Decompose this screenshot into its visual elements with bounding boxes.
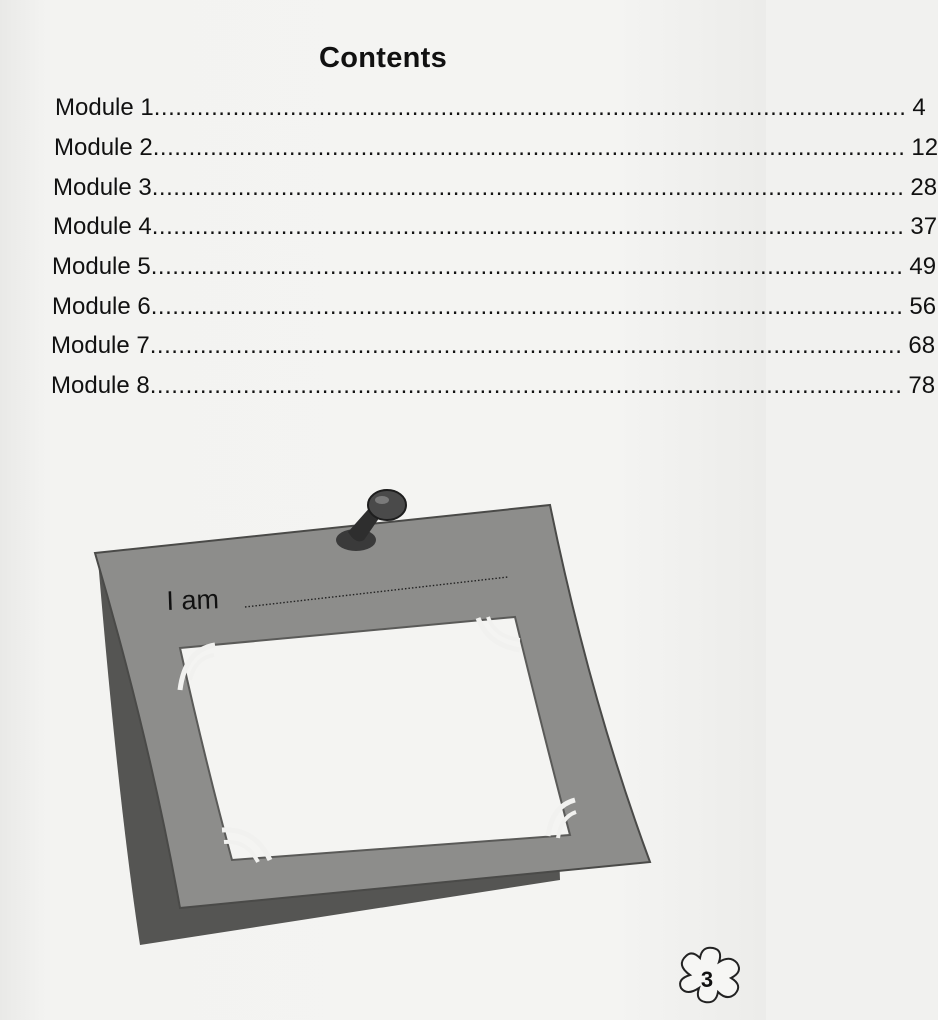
photo-frame-icon — [95, 505, 650, 908]
i-am-caption: I am — [165, 584, 220, 617]
page-number: 3 — [700, 967, 714, 992]
dot-leader: ......................................................................................................... — [151, 213, 905, 240]
toc-entry-page: 78 — [908, 372, 936, 399]
page-title: Contents — [318, 42, 448, 74]
dot-leader: ......................................................................................................... — [152, 134, 906, 161]
toc-entry-label: Module 5 — [52, 253, 151, 280]
toc-entry-page: 4 — [912, 94, 926, 121]
toc-entry-label: Module 1 — [55, 94, 154, 121]
dot-leader: ......................................................................................................... — [149, 332, 903, 359]
dot-leader: ......................................................................................................... — [151, 174, 905, 201]
toc-entry-page: 49 — [909, 253, 937, 280]
toc-entry-label: Module 2 — [54, 134, 153, 161]
pushpin-head — [368, 490, 406, 520]
toc-entry-label: Module 7 — [51, 332, 150, 359]
toc-entry-label: Module 4 — [53, 213, 152, 240]
toc-entry-label: Module 6 — [52, 293, 151, 320]
dot-leader: ......................................................................................................... — [150, 293, 904, 320]
toc-entry-label: Module 3 — [53, 174, 152, 201]
toc-entry-page: 37 — [910, 213, 938, 240]
frame-window — [180, 617, 570, 860]
toc-entry-page: 12 — [911, 134, 938, 161]
dot-leader: ......................................................................................................... — [153, 94, 907, 121]
toc-entry-label: Module 8 — [51, 372, 150, 399]
pushpin-highlight — [375, 496, 389, 504]
toc-entry-page: 56 — [909, 293, 937, 320]
dot-leader: ......................................................................................................... — [150, 253, 904, 280]
toc-entry-page: 28 — [910, 174, 938, 201]
dot-leader: ......................................................................................................... — [149, 372, 903, 399]
toc-entry-page: 68 — [908, 332, 936, 359]
